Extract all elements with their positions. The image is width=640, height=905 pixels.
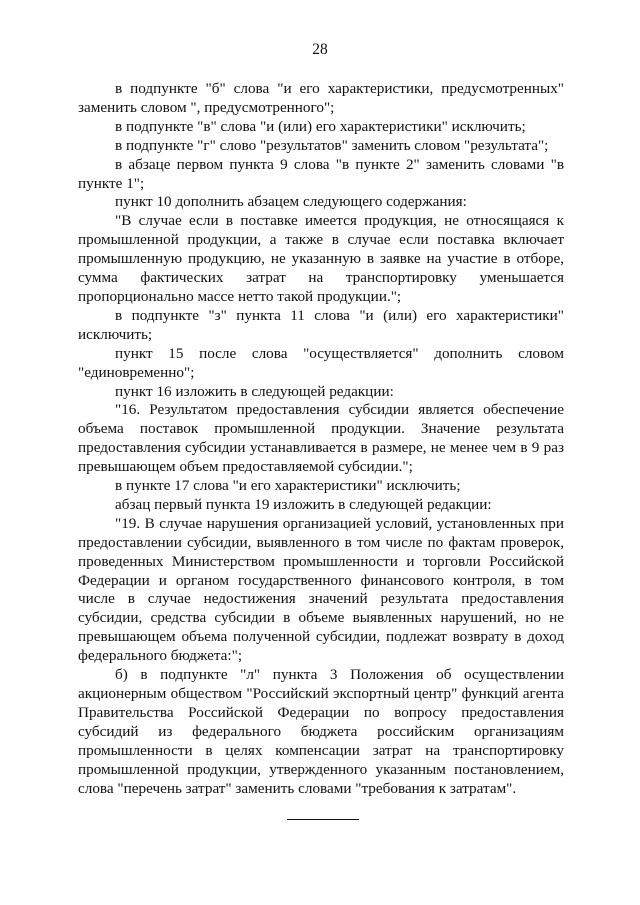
paragraph: пункт 16 изложить в следующей редакции:: [115, 382, 394, 400]
paragraph: в подпункте "г" слово "результатов" заменить словом "результата";: [115, 136, 549, 154]
paragraph: пункт 10 дополнить абзацем следующего содержания:: [115, 193, 467, 211]
paragraph: "В случае если в поставке имеется продукция, не относящаяся к промышленной продукции, а также в случае если поставка включает промышленную продукцию, не указанную в заявке на участие в отборе, сумма фактических затрат на транспортировку уменьшается пропорционально массе нетто такой продукции.";: [78, 212, 564, 305]
paragraph: пункт 15 после слова "осуществляется" дополнить словом "единовременно";: [78, 344, 564, 381]
paragraph: б) в подпункте "л" пункта 3 Положения об осуществлении акционерным обществом "Российский экспортный центр" функций агента Правительства Российской Федерации по вопросу предоставления субсидий из федерального бюджета российским организациям промышленности в целях компенсации затрат на транспортировку промышленной продукции, утвержденного указанным постановлением, слова "перечень затрат" заменить словами "требования к затратам".: [78, 666, 564, 797]
page-number: 28: [312, 41, 328, 58]
paragraph: в пункте 17 слова "и его характеристики" исключить;: [115, 477, 461, 495]
end-of-document-rule: [287, 819, 359, 820]
document-body: [78, 80, 564, 798]
paragraph: в абзаце первом пункта 9 слова "в пункте 2" заменить словами "в пункте 1";: [78, 155, 564, 192]
paragraph: в подпункте "б" слова "и его характеристики, предусмотренных" заменить словом ", предусмотренного";: [78, 80, 564, 116]
paragraph: "19. В случае нарушения организацией условий, установленных при предоставлении субсидии, выявленного в том числе по фактам проверок, проведенных Министерством промышленности и торговли Российской Федерации и органом государственного финансового контроля, в том числе в случае недостижения значений результата предоставления субсидии, средства субсидии в объеме выявленных нарушений, но не превышающем объема полученной субсидии, подлежат возврату в доход федерального бюджета:";: [78, 514, 564, 665]
paragraph: в подпункте "в" слова "и (или) его характеристики" исключить;: [115, 117, 526, 135]
paragraph: "16. Результатом предоставления субсидии является обеспечение объема поставок промышленной продукции. Значение результата предоставления субсидии устанавливается в размере, не менее чем в 9 раз превышающем объем предоставляемой субсидии.";: [78, 401, 564, 476]
paragraph: абзац первый пункта 19 изложить в следующей редакции:: [115, 495, 492, 513]
paragraph: в подпункте "з" пункта 11 слова "и (или) его характеристики" исключить;: [78, 306, 564, 343]
